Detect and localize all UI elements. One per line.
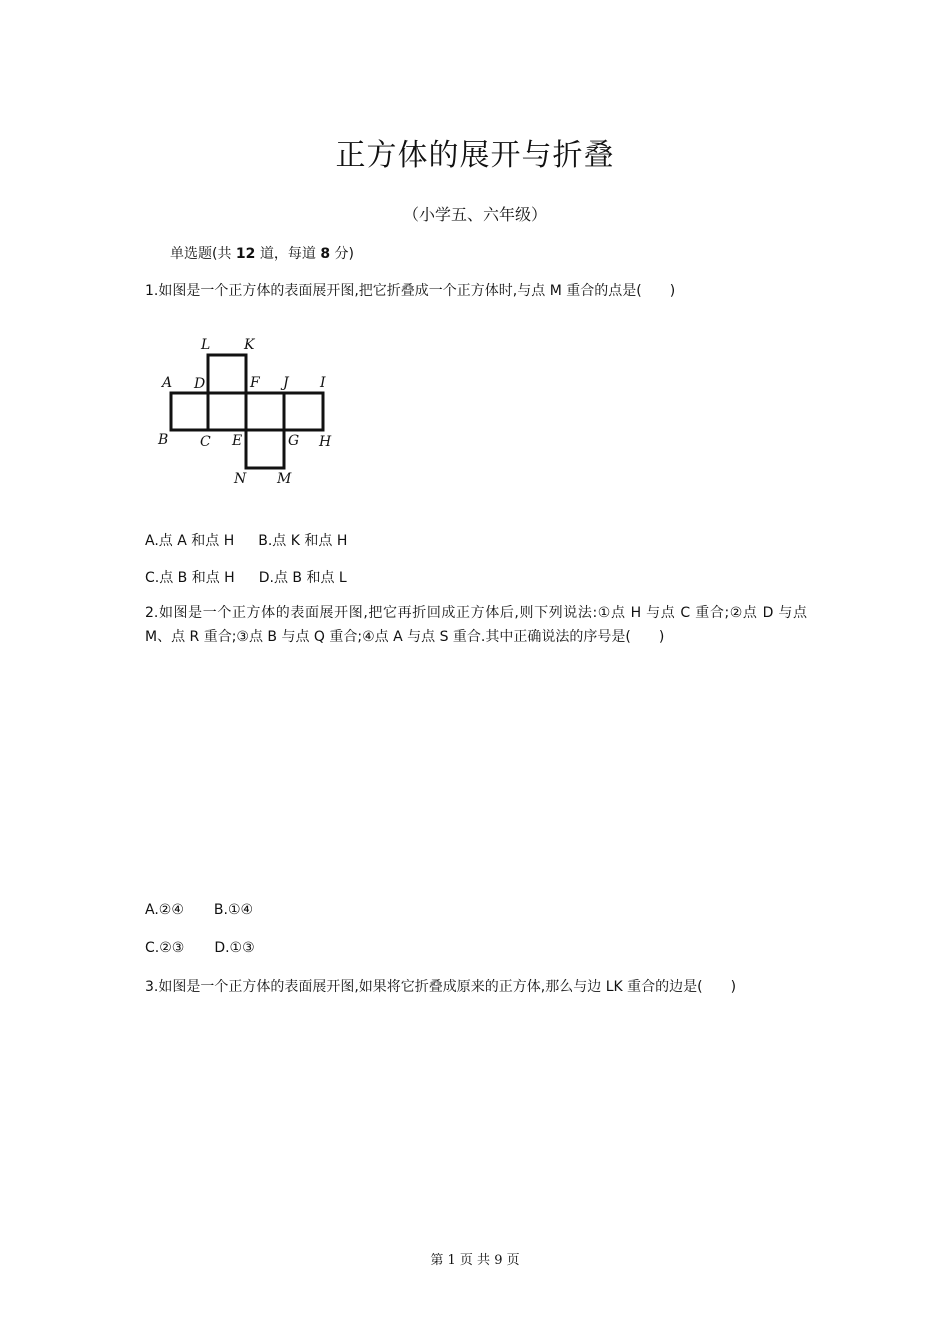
net-face-4 [284, 393, 323, 430]
q1-options-row-1 [145, 530, 347, 550]
label-A: A [162, 375, 173, 391]
q1-option-c[interactable]: C.点 B 和点 H [145, 570, 235, 586]
q2-options-row-1 [145, 902, 253, 918]
label-J: J [283, 375, 289, 391]
page-footer: 第 1 页 共 9 页 [430, 1253, 520, 1268]
label-D: D [194, 376, 206, 392]
label-I: I [320, 375, 326, 391]
q2-options-row-2 [145, 940, 255, 956]
q1-cube-net-figure [150, 330, 350, 490]
label-F: F [250, 375, 260, 391]
q2-option-b[interactable]: B.①④ [213, 902, 254, 918]
q2-option-d[interactable]: D.①③ [214, 940, 255, 956]
label-M: M [277, 471, 292, 487]
q1-option-b[interactable]: B.点 K 和点 H [258, 533, 348, 549]
label-B: B [158, 432, 169, 448]
page-title: 正方体的展开与折叠 [335, 138, 615, 173]
q1-option-d[interactable]: D.点 B 和点 L [258, 570, 347, 586]
label-G: G [288, 433, 300, 449]
net-face-3 [246, 393, 284, 430]
label-H: H [319, 434, 332, 450]
label-K: K [244, 337, 255, 353]
page-subtitle: （小学五、六年级） [402, 205, 547, 224]
question-2-text: 2.如图是一个正方体的表面展开图,把它再折回成正方体后,则下列说法:①点 H 与点 C 重合;②点 D 与点 M、点 R 重合;③点 B 与点 Q 重合;④点 A 与点 S 重合.其中正确说法的序号是( ) [145, 605, 807, 645]
q1-option-a[interactable]: A.点 A 和点 H [145, 533, 235, 549]
question-1-text: 1.如图是一个正方体的表面展开图,把它折叠成一个正方体时,与点 M 重合的点是( ) [145, 283, 676, 299]
q1-options-row-2 [145, 567, 347, 587]
section-heading: 单选题(共 12 道，每道 8 分) [170, 246, 354, 262]
q2-option-a[interactable]: A.②④ [145, 902, 184, 918]
label-E: E [232, 433, 243, 449]
label-C: C [200, 434, 211, 450]
net-face-1 [171, 393, 208, 430]
label-N: N [234, 471, 247, 487]
net-face-top [208, 355, 246, 393]
net-face-2 [208, 393, 246, 430]
label-L: L [201, 337, 211, 353]
net-face-bottom [246, 430, 284, 468]
q2-option-c[interactable]: C.②③ [145, 940, 185, 956]
question-3-text: 3.如图是一个正方体的表面展开图,如果将它折叠成原来的正方体,那么与边 LK 重合的边是( ) [145, 979, 737, 995]
